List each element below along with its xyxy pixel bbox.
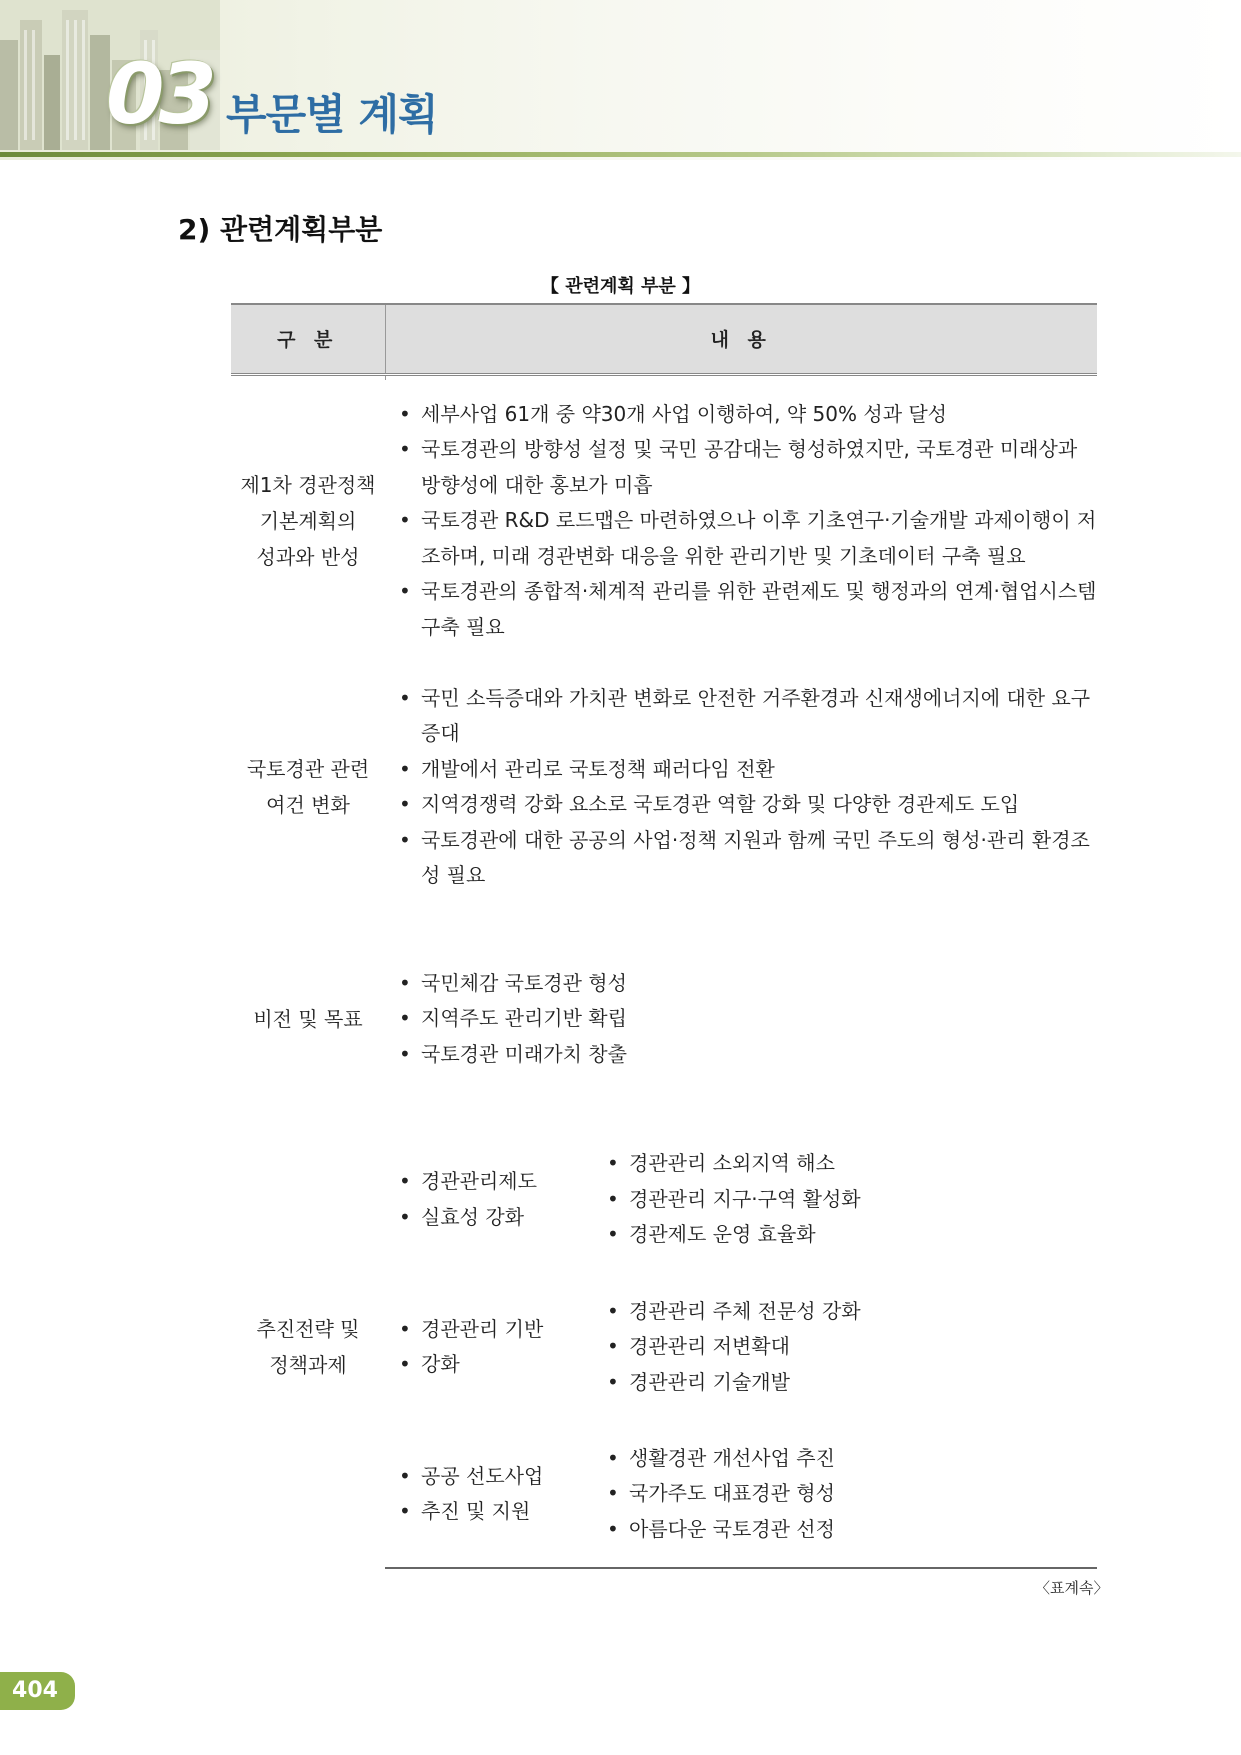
list-item: • 경관관리 기술개발: [605, 1365, 1097, 1401]
table-header-row: [231, 304, 1097, 374]
list-item: • 경관관리 기반: [397, 1312, 593, 1348]
table-row: [231, 662, 1097, 912]
page-number: 404: [12, 1678, 58, 1703]
list-item: • 추진 및 지원: [397, 1494, 593, 1530]
row-content: [385, 380, 1097, 662]
list-item: • 국토경관의 종합적·체계적 관리를 위한 관련제도 및 행정과의 연계·협업시스템 구축 필요: [397, 574, 1097, 645]
list-item: • 강화: [397, 1347, 593, 1383]
list-item: • 국민 소득증대와 가치관 변화로 안전한 거주환경과 신재생에너지에 대한 요구증대: [397, 681, 1097, 752]
list-item: • 생활경관 개선사업 추진: [605, 1441, 1097, 1477]
table-row: [231, 912, 1097, 1126]
table-caption: 【 관련계획 부분 】: [540, 276, 701, 297]
list-item: • 아름다운 국토경관 선정: [605, 1512, 1097, 1548]
related-plan-table: [231, 303, 1097, 1569]
strategy-cell: [385, 1273, 593, 1421]
row-category: 제1차 경관정책 기본계획의 성과와 반성: [240, 473, 376, 569]
section-heading: 2) 관련계획부분: [178, 213, 383, 246]
task-cell: [593, 1126, 1097, 1273]
row-category: 추진전략 및 정책과제: [256, 1317, 360, 1377]
row-category: 비전 및 목표: [253, 1007, 363, 1031]
list-item: • 경관관리 소외지역 해소: [605, 1146, 1097, 1182]
list-item: • 지역주도 관리기반 확립: [397, 1001, 1097, 1037]
list-item: • 개발에서 관리로 국토정책 패러다임 전환: [397, 752, 1097, 788]
strategy-cell: [385, 1421, 593, 1568]
list-item: • 경관관리 주체 전문성 강화: [605, 1294, 1097, 1330]
list-item: • 실효성 강화: [397, 1200, 593, 1236]
row-category: 국토경관 관련 여건 변화: [246, 757, 370, 817]
list-item: • 국가주도 대표경관 형성: [605, 1476, 1097, 1512]
list-item: • 세부사업 61개 중 약30개 사업 이행하여, 약 50% 성과 달성: [397, 397, 1097, 433]
table-continued-note: 〈표계속〉: [1035, 1579, 1109, 1597]
list-item: • 경관관리 지구·구역 활성화: [605, 1182, 1097, 1218]
list-item: • 경관관리제도: [397, 1164, 593, 1200]
chapter-banner: [0, 0, 1241, 160]
row-content: [385, 662, 1097, 912]
list-item: • 국토경관 미래가치 창출: [397, 1037, 1097, 1073]
list-item: • 국토경관에 대한 공공의 사업·정책 지원과 함께 국민 주도의 형성·관리 환경조성 필요: [397, 823, 1097, 894]
table-row: [231, 1126, 1097, 1273]
list-item: • 경관제도 운영 효율화: [605, 1217, 1097, 1253]
row-content: [385, 912, 1097, 1126]
list-item: • 국토경관의 방향성 설정 및 국민 공감대는 형성하였지만, 국토경관 미래상과 방향성에 대한 홍보가 미흡: [397, 432, 1097, 503]
list-item: • 지역경쟁력 강화 요소로 국토경관 역할 강화 및 다양한 경관제도 도입: [397, 787, 1097, 823]
strategy-cell: [385, 1126, 593, 1273]
chapter-title: 부문별 계획: [226, 90, 438, 139]
list-item: • 국토경관 R&D 로드맵은 마련하였으나 이후 기초연구·기술개발 과제이행이 저조하며, 미래 경관변화 대응을 위한 관리기반 및 기초데이터 구축 필요: [397, 503, 1097, 574]
list-item: • 국민체감 국토경관 형성: [397, 966, 1097, 1002]
table-row: [231, 380, 1097, 662]
column-header-category: 구 분: [231, 304, 385, 374]
list-item: • 공공 선도사업: [397, 1459, 593, 1495]
task-cell: [593, 1421, 1097, 1568]
chapter-number: 03: [106, 45, 211, 143]
banner-underline: [0, 152, 1241, 157]
column-header-content: 내 용: [385, 304, 1097, 374]
list-item: • 경관관리 저변확대: [605, 1329, 1097, 1365]
task-cell: [593, 1273, 1097, 1421]
